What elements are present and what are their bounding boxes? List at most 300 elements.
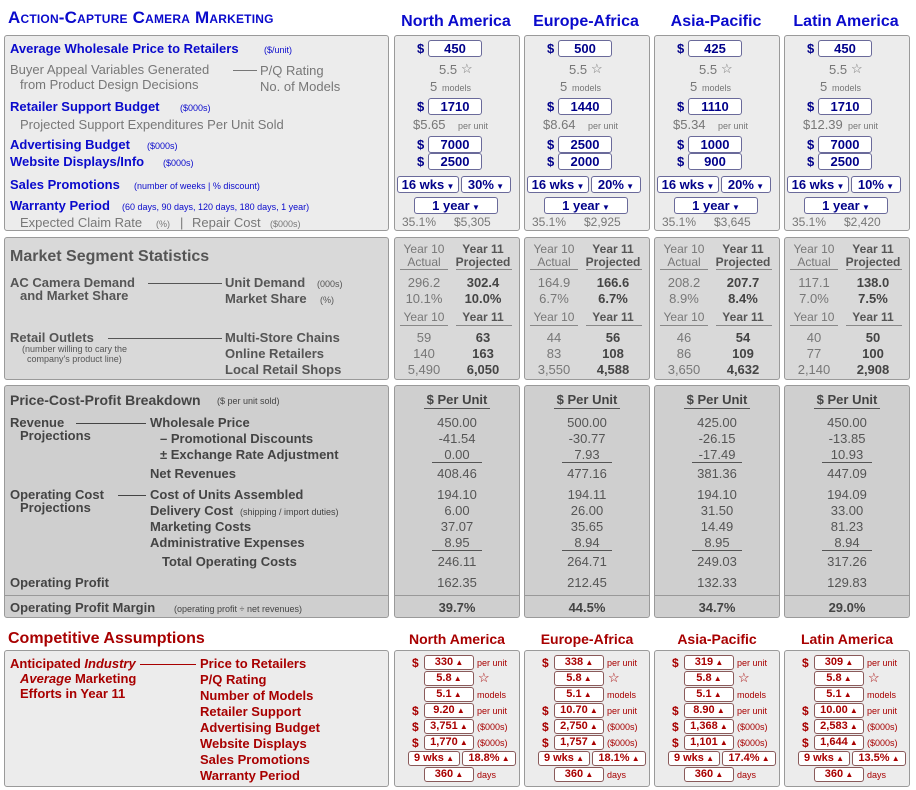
promo-weeks-select-3[interactable] xyxy=(787,176,849,193)
comp-war-box-value: 360 xyxy=(434,768,454,780)
op-margin-value-0: 39.7% xyxy=(438,600,476,615)
demand10-0: 296.2 xyxy=(407,275,441,290)
repair-value-3: $2,420 xyxy=(844,215,881,229)
comp-wks-box-0[interactable] xyxy=(408,751,460,766)
warranty-value: 1 year xyxy=(432,198,470,213)
y11-underline-1 xyxy=(586,269,642,270)
page-title: Action-Capture Camera Marketing xyxy=(8,8,274,27)
local10-2: 3,650 xyxy=(667,362,701,377)
y11a-3: Year 11 xyxy=(852,242,894,256)
per-unit-header-2: $ Per Unit xyxy=(686,392,748,407)
multi10-0: 59 xyxy=(416,330,432,345)
comp-war-box-value: 360 xyxy=(694,768,714,780)
y11c-2: Year 11 xyxy=(722,310,764,324)
triangle-up-icon: ▲ xyxy=(581,674,592,683)
comp-models-box-value: 5.1 xyxy=(436,688,452,700)
triangle-up-icon: ▲ xyxy=(629,754,640,763)
comp-adv-box-0[interactable] xyxy=(424,719,474,734)
y11c-0: Year 11 xyxy=(462,310,504,324)
promo-weeks-value: 16 wks xyxy=(661,177,705,192)
pcp-fx-2: -17.49 xyxy=(698,447,736,462)
pcp-to-1: 264.71 xyxy=(567,554,607,569)
comp-models-unit-1: models xyxy=(607,690,637,700)
comp-price-box-value: 309 xyxy=(824,656,844,668)
comp-pq-box-value: 5.8 xyxy=(826,672,842,684)
comp-web-box-1[interactable] xyxy=(554,735,604,750)
comp-models-box-3[interactable] xyxy=(814,687,864,702)
y10c-2: Year 10 xyxy=(663,310,705,324)
pcp-wp-1: 500.00 xyxy=(567,415,607,430)
comp-price-box-value: 330 xyxy=(434,656,454,668)
comp-models-box-value: 5.1 xyxy=(566,688,582,700)
adv-dollar-1: $ xyxy=(547,137,555,152)
region-title-2: Asia-Pacific xyxy=(670,13,762,30)
adv-dollar-2: $ xyxy=(677,137,685,152)
pcp-ae-2: 8.95 xyxy=(704,535,730,550)
comp-disc-box-1[interactable] xyxy=(592,751,646,766)
promo-weeks-select-0[interactable] xyxy=(397,176,459,193)
demand10-1: 164.9 xyxy=(537,275,571,290)
support-unit: ($000s) xyxy=(180,103,211,113)
y10c-underline-2 xyxy=(660,325,708,326)
share10-0: 10.1% xyxy=(405,291,443,306)
web-input-3[interactable]: 2500 xyxy=(818,153,872,170)
comp-pq-box-1[interactable] xyxy=(554,671,604,686)
triangle-up-icon: ▲ xyxy=(587,706,598,715)
comp-pq-box-3[interactable] xyxy=(814,671,864,686)
comp-support-dollar-1: $ xyxy=(542,704,549,718)
models-word-1: models xyxy=(572,83,602,93)
pcp-ae-3: 8.94 xyxy=(834,535,860,550)
pcp-fx-1: 7.93 xyxy=(574,447,600,462)
claim-value-1: 35.1% xyxy=(532,215,567,229)
comp-adv-dollar-1: $ xyxy=(542,720,549,734)
pcp-dc-0: 6.00 xyxy=(444,503,470,518)
y10a-0: Year 10 xyxy=(403,242,445,256)
demand-label-2: and Market Share xyxy=(20,288,129,303)
proj-support-value-1: $8.64 xyxy=(543,117,576,132)
local11-1: 4,588 xyxy=(596,362,630,377)
triangle-up-icon: ▲ xyxy=(457,722,468,731)
pcp-divider-3 xyxy=(784,595,910,596)
total-op-line-2 xyxy=(692,550,742,551)
comp-pq-box-value: 5.8 xyxy=(436,672,452,684)
y11b-0: Projected xyxy=(455,255,511,269)
y11a-2: Year 11 xyxy=(722,242,764,256)
per-unit-underline-0 xyxy=(424,408,490,409)
web-label: Website Displays/Info xyxy=(10,154,145,169)
outlets-connector xyxy=(108,338,222,339)
comp-support-box-1[interactable] xyxy=(554,703,604,718)
comp-support-box-value: 10.70 xyxy=(560,704,588,716)
comp-region-title-0: North America xyxy=(409,631,505,647)
y11c-1: Year 11 xyxy=(592,310,634,324)
web-dollar-0: $ xyxy=(417,154,425,169)
pcp-nr-3: 447.09 xyxy=(827,466,867,481)
comp-star-icon-2: ☆ xyxy=(738,670,750,685)
comp-war-unit-3: days xyxy=(867,770,887,780)
multi11-1: 56 xyxy=(605,330,621,345)
per-unit-header-0: $ Per Unit xyxy=(426,392,488,407)
proj-support-value-2: $5.34 xyxy=(673,117,706,132)
y10a-3: Year 10 xyxy=(793,242,835,256)
comp-support-dollar-2: $ xyxy=(672,704,679,718)
comp-region-title-3: Latin America xyxy=(800,631,894,647)
promo-weeks-select-1[interactable] xyxy=(527,176,589,193)
comp-star-icon-0: ☆ xyxy=(478,670,490,685)
pq-star-icon-3: ☆ xyxy=(851,61,863,76)
comp-row-label-4: Advertising Budget xyxy=(200,720,320,735)
per-unit-underline-2 xyxy=(684,408,750,409)
op-margin-label: Operating Profit Margin xyxy=(10,600,156,615)
support-input-3[interactable]: 1710 xyxy=(818,98,872,115)
y11-underline-2 xyxy=(716,269,772,270)
repair-label: Repair Cost xyxy=(192,215,261,230)
comp-web-box-2[interactable] xyxy=(684,735,734,750)
region-title-0: North America xyxy=(401,13,511,30)
y10b-1: Actual xyxy=(537,255,571,269)
comp-war-box-value: 360 xyxy=(564,768,584,780)
proj-support-unit-3: per unit xyxy=(848,121,879,131)
triangle-up-icon: ▲ xyxy=(717,722,728,731)
support-input-1[interactable]: 1440 xyxy=(558,98,612,115)
comp-adv-unit-0: ($000s) xyxy=(477,722,508,732)
comp-models-box-0[interactable] xyxy=(424,687,474,702)
online10-0: 140 xyxy=(413,346,435,361)
triangle-up-icon: ▲ xyxy=(443,754,455,763)
support-dollar-0: $ xyxy=(417,99,425,114)
models-label: No. of Models xyxy=(260,79,341,94)
support-label: Retailer Support Budget xyxy=(10,99,160,114)
total-op-line-0 xyxy=(432,550,482,551)
y11b-1: Projected xyxy=(585,255,641,269)
promo-disc-label: – Promotional Discounts xyxy=(160,431,314,446)
warranty-select-2[interactable] xyxy=(674,197,758,214)
support-input-0[interactable]: 1710 xyxy=(428,98,482,115)
price-input-2[interactable]: 425 xyxy=(688,40,742,57)
demand-connector xyxy=(148,283,222,284)
adv-dollar-3: $ xyxy=(807,137,815,152)
pcp-to-0: 246.11 xyxy=(437,554,477,569)
y10c-underline-1 xyxy=(530,325,578,326)
y10-underline-1 xyxy=(530,269,578,270)
models-word-3: models xyxy=(832,83,862,93)
comp-price-box-1[interactable] xyxy=(554,655,604,670)
comp-war-box-0[interactable] xyxy=(424,767,474,782)
price-input-1[interactable]: 500 xyxy=(558,40,612,57)
y11c-3: Year 11 xyxy=(852,310,894,324)
promo-discount-value: 10% xyxy=(857,177,884,192)
adv-input-1[interactable]: 2500 xyxy=(558,136,612,153)
pcp-opp-0: 162.35 xyxy=(437,575,477,590)
rev-connector xyxy=(76,423,146,424)
online11-0: 163 xyxy=(472,346,494,361)
share11-2: 8.4% xyxy=(728,291,758,306)
chevron-down-icon: ▼ xyxy=(883,182,895,191)
per-unit-underline-1 xyxy=(554,408,620,409)
adv-input-3[interactable]: 7000 xyxy=(818,136,872,153)
pq-value-2: 5.5 xyxy=(699,62,718,77)
y10c-1: Year 10 xyxy=(533,310,575,324)
region-title-1: Europe-Africa xyxy=(533,13,639,30)
claim-sep: | xyxy=(180,215,184,230)
comp-adv-box-value: 1,368 xyxy=(690,720,718,732)
appeal-label-1: Buyer Appeal Variables Generated xyxy=(10,62,210,77)
price-label: Average Wholesale Price to Retailers xyxy=(10,41,239,56)
comp-war-box-1[interactable] xyxy=(554,767,604,782)
triangle-up-icon: ▲ xyxy=(454,706,465,715)
share10-2: 8.9% xyxy=(669,291,699,306)
comp-disc-box-3[interactable] xyxy=(852,751,906,766)
online-label: Online Retailers xyxy=(225,346,324,361)
multi10-1: 44 xyxy=(546,330,562,345)
comp-price-unit-0: per unit xyxy=(477,658,508,668)
proj-support-unit-0: per unit xyxy=(458,121,489,131)
triangle-up-icon: ▲ xyxy=(583,658,594,667)
comp-price-unit-3: per unit xyxy=(867,658,898,668)
share11-0: 10.0% xyxy=(464,291,502,306)
repair-unit: ($000s) xyxy=(270,219,301,229)
total-op-line-3 xyxy=(822,550,872,551)
comp-wks-box-3[interactable] xyxy=(798,751,850,766)
share11-1: 6.7% xyxy=(598,291,628,306)
online10-1: 83 xyxy=(546,346,562,361)
comp-star-icon-1: ☆ xyxy=(608,670,620,685)
promo-discount-select-3[interactable] xyxy=(851,176,901,193)
anticipated-word: Anticipated xyxy=(10,656,81,671)
comp-row-label-2: Number of Models xyxy=(200,688,314,703)
anticipated-label xyxy=(10,656,136,671)
net-rev-line-0 xyxy=(432,462,482,463)
pq-value-0: 5.5 xyxy=(439,62,458,77)
web-dollar-3: $ xyxy=(807,154,815,169)
marketing-word: Marketing xyxy=(74,671,137,686)
total-op-label: Total Operating Costs xyxy=(162,554,297,569)
support-dollar-1: $ xyxy=(547,99,555,114)
op-profit-label: Operating Profit xyxy=(10,575,109,590)
comp-support-box-0[interactable] xyxy=(424,703,474,718)
comp-row-label-3: Retailer Support xyxy=(200,704,302,719)
y11c-underline-3 xyxy=(846,325,902,326)
comp-price-box-value: 338 xyxy=(564,656,584,668)
comp-disc-box-0[interactable] xyxy=(462,751,516,766)
pcp-title-unit: ($ per unit sold) xyxy=(217,396,280,406)
market-share-label: Market Share xyxy=(225,291,307,306)
efforts-label: Efforts in Year 11 xyxy=(20,686,126,701)
online11-1: 108 xyxy=(602,346,624,361)
multi11-0: 63 xyxy=(475,330,491,345)
net-rev-line-3 xyxy=(822,462,872,463)
support-input-2[interactable]: 1110 xyxy=(688,98,742,115)
comp-connector xyxy=(140,664,196,665)
comp-adv-box-1[interactable] xyxy=(554,719,604,734)
comp-wks-box-1[interactable] xyxy=(538,751,590,766)
comp-support-unit-3: per unit xyxy=(867,706,898,716)
models-value-2: 5 xyxy=(690,79,698,94)
claim-value-0: 35.1% xyxy=(402,215,437,229)
web-input-0[interactable]: 2500 xyxy=(428,153,482,170)
promo-discount-select-0[interactable] xyxy=(461,176,511,193)
y11b-2: Projected xyxy=(715,255,771,269)
claim-value-3: 35.1% xyxy=(792,215,827,229)
pcp-wp-3: 450.00 xyxy=(827,415,867,430)
total-op-line-1 xyxy=(562,550,612,551)
comp-row-label-0: Price to Retailers xyxy=(200,656,307,671)
comp-web-unit-2: ($000s) xyxy=(737,738,768,748)
comp-web-box-value: 1,757 xyxy=(560,736,588,748)
demand11-2: 207.7 xyxy=(726,275,760,290)
online10-3: 77 xyxy=(806,346,822,361)
comp-web-unit-3: ($000s) xyxy=(867,738,898,748)
demand10-3: 117.1 xyxy=(798,275,830,290)
web-dollar-1: $ xyxy=(547,154,555,169)
comp-support-box-3[interactable] xyxy=(814,703,864,718)
comp-price-box-0[interactable] xyxy=(424,655,474,670)
comp-support-box-2[interactable] xyxy=(684,703,734,718)
comp-price-dollar-2: $ xyxy=(672,656,679,670)
promo-discount-select-1[interactable] xyxy=(591,176,641,193)
price-input-3[interactable]: 450 xyxy=(818,40,872,57)
op-margin-value-2: 34.7% xyxy=(698,600,736,615)
comp-web-box-value: 1,644 xyxy=(820,736,848,748)
triangle-up-icon: ▲ xyxy=(717,738,728,747)
triangle-up-icon: ▲ xyxy=(451,674,462,683)
price-dollar-2: $ xyxy=(677,41,685,56)
average-label xyxy=(20,671,136,686)
industry-word: Industry xyxy=(84,656,136,671)
triangle-up-icon: ▲ xyxy=(573,754,585,763)
comp-title: Competitive Assumptions xyxy=(8,630,205,647)
repair-value-2: $3,645 xyxy=(714,215,751,229)
op-margin-value-3: 29.0% xyxy=(828,600,866,615)
warranty-select-3[interactable] xyxy=(804,197,888,214)
demand11-0: 302.4 xyxy=(466,275,500,290)
promo-unit: (number of weeks | % discount) xyxy=(134,181,260,191)
models-word-0: models xyxy=(442,83,472,93)
comp-support-box-value: 10.00 xyxy=(820,704,848,716)
comp-pq-box-2[interactable] xyxy=(684,671,734,686)
comp-disc-box-value: 13.5% xyxy=(858,752,890,764)
online10-2: 86 xyxy=(676,346,692,361)
y10-underline-0 xyxy=(400,269,448,270)
y10c-underline-3 xyxy=(790,325,838,326)
demand10-2: 208.2 xyxy=(667,275,701,290)
comp-pq-box-0[interactable] xyxy=(424,671,474,686)
local-label: Local Retail Shops xyxy=(225,362,342,377)
comp-adv-unit-1: ($000s) xyxy=(607,722,638,732)
per-unit-header-1: $ Per Unit xyxy=(556,392,618,407)
triangle-up-icon: ▲ xyxy=(847,738,858,747)
share10-1: 6.7% xyxy=(539,291,569,306)
online11-2: 109 xyxy=(732,346,754,361)
rev-proj-2: Projections xyxy=(20,428,91,443)
multi11-2: 54 xyxy=(735,330,751,345)
warranty-value: 1 year xyxy=(562,198,600,213)
y11-underline-3 xyxy=(846,269,902,270)
local11-0: 6,050 xyxy=(466,362,500,377)
opcost-connector xyxy=(118,495,146,496)
web-input-2[interactable]: 900 xyxy=(688,153,742,170)
pcp-fx-3: 10.93 xyxy=(830,447,864,462)
comp-war-box-3[interactable] xyxy=(814,767,864,782)
comp-adv-box-3[interactable] xyxy=(814,719,864,734)
comp-price-box-2[interactable] xyxy=(684,655,734,670)
warranty-select-0[interactable] xyxy=(414,197,498,214)
models-word-2: models xyxy=(702,83,732,93)
comp-adv-box-2[interactable] xyxy=(684,719,734,734)
pcp-opp-1: 212.45 xyxy=(567,575,607,590)
comp-adv-unit-2: ($000s) xyxy=(737,722,768,732)
promo-discount-select-2[interactable] xyxy=(721,176,771,193)
price-input-0[interactable]: 450 xyxy=(428,40,482,57)
comp-disc-box-2[interactable] xyxy=(722,751,776,766)
pcp-nr-2: 381.36 xyxy=(697,466,737,481)
promo-weeks-select-2[interactable] xyxy=(657,176,719,193)
comp-models-unit-0: models xyxy=(477,690,507,700)
local11-2: 4,632 xyxy=(726,362,760,377)
y11c-underline-1 xyxy=(586,325,642,326)
y11c-underline-0 xyxy=(456,325,512,326)
comp-war-box-2[interactable] xyxy=(684,767,734,782)
comp-models-unit-3: models xyxy=(867,690,897,700)
comp-adv-dollar-2: $ xyxy=(672,720,679,734)
pcp-cu-2: 194.10 xyxy=(697,487,737,502)
price-dollar-1: $ xyxy=(547,41,555,56)
comp-models-box-2[interactable] xyxy=(684,687,734,702)
comp-web-box-3[interactable] xyxy=(814,735,864,750)
promo-weeks-value: 16 wks xyxy=(531,177,575,192)
claim-label: Expected Claim Rate xyxy=(20,215,143,230)
pcp-mc-2: 14.49 xyxy=(700,519,734,534)
web-input-1[interactable]: 2000 xyxy=(558,153,612,170)
repair-value-0: $5,305 xyxy=(454,215,491,229)
comp-models-box-1[interactable] xyxy=(554,687,604,702)
comp-price-box-3[interactable] xyxy=(814,655,864,670)
net-rev-line-2 xyxy=(692,462,742,463)
warranty-select-1[interactable] xyxy=(544,197,628,214)
warranty-label: Warranty Period xyxy=(10,198,110,213)
local11-3: 2,908 xyxy=(856,362,890,377)
chevron-down-icon: ▼ xyxy=(704,182,715,191)
y10-underline-2 xyxy=(660,269,708,270)
comp-support-box-value: 8.90 xyxy=(693,704,715,716)
appeal-label-2: from Product Design Decisions xyxy=(20,77,199,92)
triangle-up-icon: ▲ xyxy=(759,754,770,763)
demand11-3: 138.0 xyxy=(856,275,890,290)
pcp-nr-1: 477.16 xyxy=(567,466,607,481)
unit-demand-label: Unit Demand xyxy=(225,275,306,290)
triangle-up-icon: ▲ xyxy=(843,770,854,779)
warranty-unit: (60 days, 90 days, 120 days, 180 days, 1 year) xyxy=(122,202,310,212)
pcp-nr-0: 408.46 xyxy=(437,466,477,481)
adv-input-2[interactable]: 1000 xyxy=(688,136,742,153)
promo-label: Sales Promotions xyxy=(10,177,120,192)
chevron-down-icon: ▼ xyxy=(623,182,635,191)
op-margin-value-1: 44.5% xyxy=(568,600,606,615)
comp-row-label-7: Warranty Period xyxy=(200,768,300,783)
comp-wks-box-2[interactable] xyxy=(668,751,720,766)
adv-label: Advertising Budget xyxy=(10,137,130,152)
multi-label: Multi-Store Chains xyxy=(225,330,340,345)
comp-web-dollar-0: $ xyxy=(412,736,419,750)
comp-web-box-value: 1,101 xyxy=(690,736,718,748)
models-value-1: 5 xyxy=(560,79,568,94)
comp-web-box-0[interactable] xyxy=(424,735,474,750)
y11a-0: Year 11 xyxy=(462,242,504,256)
promo-weeks-value: 16 wks xyxy=(401,177,445,192)
adv-input-0[interactable]: 7000 xyxy=(428,136,482,153)
price-dollar-0: $ xyxy=(417,41,425,56)
